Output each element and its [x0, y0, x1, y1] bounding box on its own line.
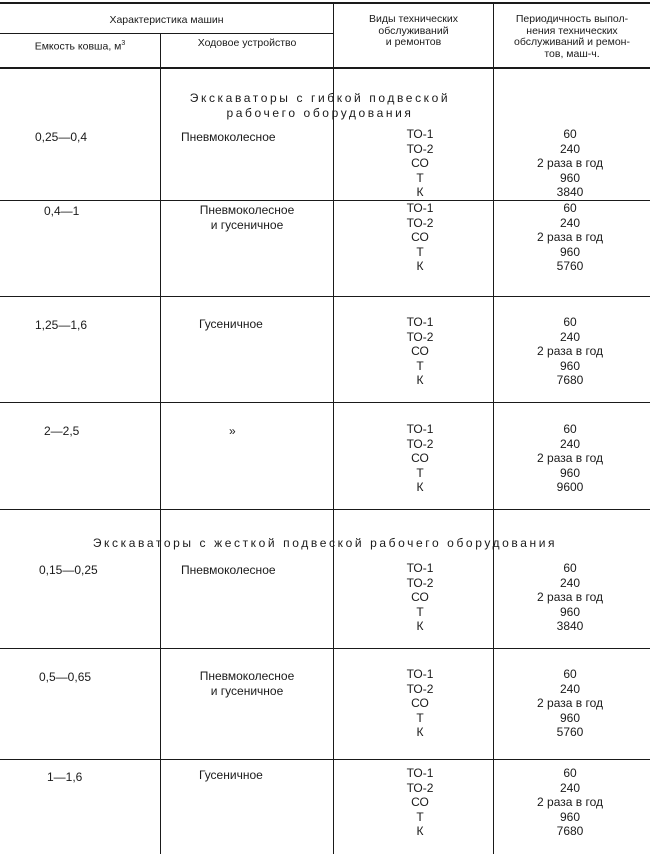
period-value: 3840: [556, 185, 584, 200]
period-value: 60: [563, 315, 577, 329]
row-divider: [0, 402, 650, 403]
header-bucket-capacity-superscript: 3: [121, 40, 126, 47]
period-value: 960: [559, 244, 581, 259]
cell-service-types: [400, 561, 440, 634]
cell-periods: [510, 127, 630, 200]
service-type: Т: [416, 809, 424, 824]
running-gear-line: Пневмоколесное: [199, 669, 295, 683]
period-value: 240: [559, 329, 581, 344]
cell-capacity: 0,15—0,25: [39, 563, 98, 577]
row-divider: [0, 509, 650, 510]
period-value: 240: [559, 780, 581, 795]
header-periodicity: [494, 14, 650, 60]
service-type: ТО-1: [406, 201, 434, 215]
period-value: 2 раза в год: [537, 156, 603, 171]
service-type: СО: [411, 230, 429, 245]
service-type: ТО-2: [406, 141, 434, 156]
period-value: 60: [563, 766, 577, 780]
cell-running-gear: Гусеничное: [199, 768, 263, 782]
header-bottom-border: [0, 67, 650, 69]
period-value: 2 раза в год: [537, 795, 603, 810]
service-type: СО: [411, 795, 429, 810]
column-divider-3: [493, 2, 494, 854]
cell-capacity: 1,25—1,6: [35, 318, 88, 332]
service-type: Т: [416, 710, 424, 725]
service-type: К: [416, 185, 424, 200]
header-line: тов, маш-ч.: [544, 47, 600, 60]
header-line: и ремонтов: [385, 36, 442, 48]
period-value: 7680: [556, 373, 584, 388]
row-divider: [0, 648, 650, 649]
service-type: СО: [411, 344, 429, 359]
service-type: ТО-1: [406, 561, 434, 575]
cell-periods: [510, 561, 630, 634]
running-gear-line: и гусеничное: [210, 217, 284, 232]
service-type: Т: [416, 465, 424, 480]
period-value: 240: [559, 215, 581, 230]
period-value: 240: [559, 141, 581, 156]
cell-capacity: 0,5—0,65: [39, 670, 92, 684]
section-title-flexible: [140, 91, 500, 121]
period-value: 5760: [556, 725, 584, 740]
period-value: 2 раза в год: [537, 590, 603, 605]
cell-running-gear: Гусеничное: [199, 317, 263, 331]
period-value: 960: [559, 604, 581, 619]
period-value: 3840: [556, 619, 584, 634]
period-value: 2 раза в год: [537, 696, 603, 711]
period-value: 240: [559, 681, 581, 696]
service-type: СО: [411, 590, 429, 605]
service-type: СО: [411, 156, 429, 171]
service-type: ТО-1: [406, 127, 434, 141]
cell-periods: [510, 201, 630, 274]
service-type: ТО-1: [406, 315, 434, 329]
period-value: 7680: [556, 824, 584, 839]
running-gear-line: Пневмоколесное: [199, 203, 295, 217]
cell-service-types: [400, 766, 440, 839]
period-value: 60: [563, 667, 577, 681]
service-type: ТО-2: [406, 215, 434, 230]
service-type: СО: [411, 451, 429, 466]
header-line: обслуживаний и ремон-: [514, 36, 630, 48]
row-divider: [0, 759, 650, 760]
period-value: 9600: [556, 480, 584, 495]
period-value: 960: [559, 170, 581, 185]
service-type: К: [416, 619, 424, 634]
cell-service-types: [400, 315, 440, 388]
period-value: 240: [559, 575, 581, 590]
table-top-border: [0, 2, 650, 4]
service-type: К: [416, 725, 424, 740]
service-type: К: [416, 480, 424, 495]
service-type: ТО-2: [406, 681, 434, 696]
service-type: ТО-2: [406, 575, 434, 590]
cell-capacity: 0,25—0,4: [35, 130, 88, 144]
service-type: Т: [416, 170, 424, 185]
period-value: 60: [563, 422, 577, 436]
header-bucket-capacity: [0, 38, 160, 53]
column-divider-2: [333, 2, 334, 854]
period-value: 5760: [556, 259, 584, 274]
cell-running-gear-ditto: »: [229, 424, 236, 438]
cell-periods: [510, 766, 630, 839]
cell-service-types: [400, 422, 440, 495]
cell-running-gear: [161, 203, 333, 232]
cell-capacity: 1—1,6: [47, 770, 83, 784]
period-value: 60: [563, 561, 577, 575]
header-line: обслуживаний: [378, 24, 449, 37]
service-type: К: [416, 824, 424, 839]
service-type: К: [416, 373, 424, 388]
period-value: 960: [559, 809, 581, 824]
service-type: ТО-2: [406, 436, 434, 451]
cell-periods: [510, 315, 630, 388]
header-machine-characteristics: Характеристика машин: [109, 14, 224, 26]
section-title-line: рабочего оборудования: [226, 106, 414, 120]
service-type: Т: [416, 358, 424, 373]
cell-periods: [510, 667, 630, 740]
period-value: 60: [563, 201, 577, 215]
section-title-line: Экскаваторы с жесткой подвеской рабочего оборудования: [92, 536, 558, 550]
period-value: 2 раза в год: [537, 451, 603, 466]
cell-service-types: [400, 201, 440, 274]
service-type: ТО-2: [406, 329, 434, 344]
period-value: 240: [559, 436, 581, 451]
header-line: Периодичность выпол-: [515, 13, 629, 25]
service-type: ТО-2: [406, 780, 434, 795]
service-type: Т: [416, 244, 424, 259]
cell-running-gear: Пневмоколесное: [181, 130, 276, 144]
cell-periods: [510, 422, 630, 495]
running-gear-line: и гусеничное: [210, 683, 284, 698]
service-type: К: [416, 259, 424, 274]
header-sub-divider: [0, 33, 333, 34]
service-type: СО: [411, 696, 429, 711]
period-value: 960: [559, 465, 581, 480]
cell-service-types: [400, 127, 440, 200]
section-title-line: Экскаваторы с гибкой подвеской: [189, 91, 451, 105]
period-value: 960: [559, 710, 581, 725]
service-type: ТО-1: [406, 766, 434, 780]
row-divider: [0, 296, 650, 297]
header-service-types: [334, 14, 493, 49]
cell-running-gear: Пневмоколесное: [181, 563, 276, 577]
cell-service-types: [400, 667, 440, 740]
header-running-gear: Ходовое устройство: [197, 37, 297, 49]
service-type: ТО-1: [406, 422, 434, 436]
cell-capacity: 0,4—1: [44, 204, 80, 218]
cell-capacity: 2—2,5: [44, 424, 80, 438]
period-value: 60: [563, 127, 577, 141]
period-value: 960: [559, 358, 581, 373]
column-divider-1: [160, 33, 161, 854]
cell-running-gear: [161, 669, 333, 698]
service-type: Т: [416, 604, 424, 619]
header-line: нения технических: [526, 24, 618, 37]
header-bucket-capacity-text: Емкость ковша, м: [34, 40, 122, 53]
service-type: ТО-1: [406, 667, 434, 681]
header-line: Виды технических: [369, 13, 458, 25]
period-value: 2 раза в год: [537, 344, 603, 359]
period-value: 2 раза в год: [537, 230, 603, 245]
section-title-rigid: [20, 536, 630, 551]
